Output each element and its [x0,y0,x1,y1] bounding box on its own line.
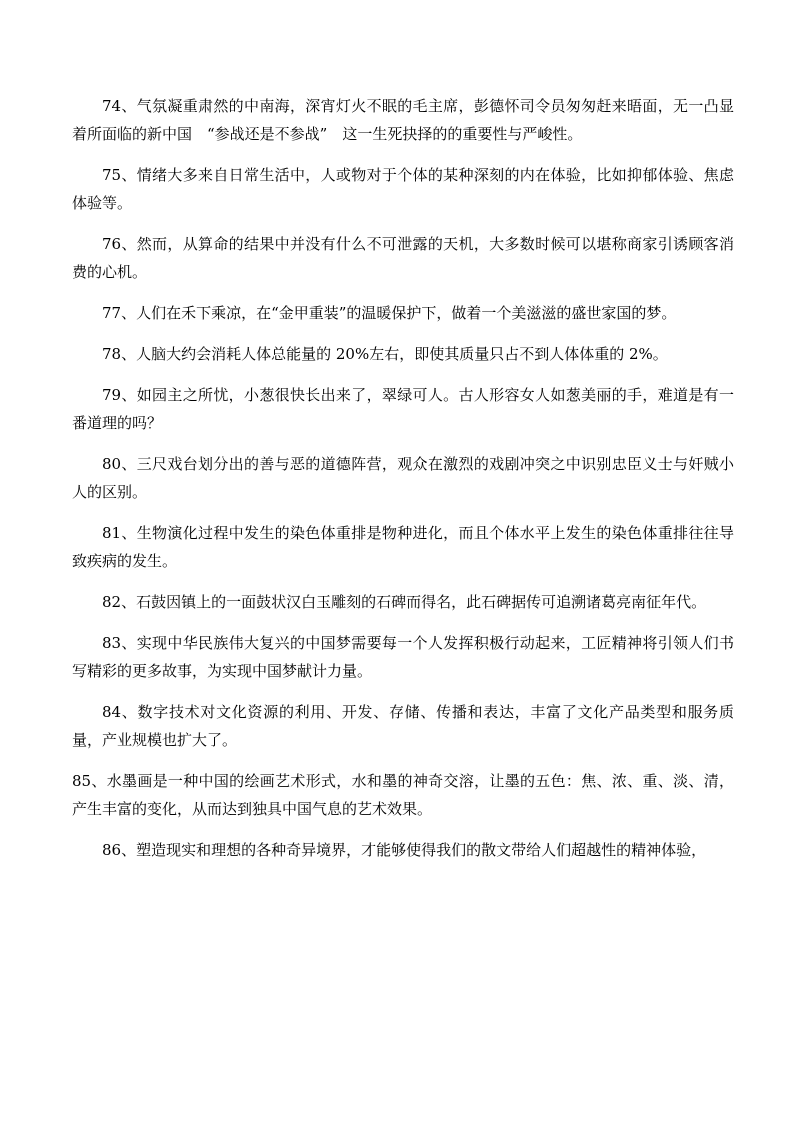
sentence-list [72,92,734,877]
sentence-item-82: 82、石鼓因镇上的一面鼓状汉白玉雕刻的石碑而得名，此石碑据传可追溯诸葛亮南征年代。 [102,593,707,611]
sentence-item-85: 85、水墨画是一种中国的绘画艺术形式，水和墨的神奇交溶，让墨的五色：焦、浓、重、淡、清，产生丰富的变化，从而达到独具中国气息的艺术效果。 [72,772,734,818]
sentence-item-77: 77、人们在禾下乘凉，在“金甲重装”的温暖保护下，做着一个美滋滋的盛世家国的梦。 [102,304,677,322]
sentence-item-81: 81、生物演化过程中发生的染色体重排是物种进化，而且个体水平上发生的染色体重排往往导致疾病的发生。 [72,524,734,570]
sentence-item-74: 74、气氛凝重肃然的中南海，深宵灯火不眠的毛主席，彭德怀司令员匆匆赶来晤面，无一凸显着所面临的新中国 “参战还是不参战” 这一生死抉择的的重要性与严峻性。 [72,97,734,143]
sentence-item-84: 84、数字技术对文化资源的利用、开发、存储、传播和表达，丰富了文化产品类型和服务质量，产业规模也扩大了。 [72,703,734,749]
sentence-item-78: 78、人脑大约会消耗人体总能量的 20%左右，即使其质量只占不到人体体重的 2%。 [102,345,668,363]
sentence-item-86: 86、塑造现实和理想的各种奇异境界，才能够使得我们的散文带给人们超越性的精神体验， [102,841,707,859]
sentence-item-80: 80、三尺戏台划分出的善与恶的道德阵营，观众在激烈的戏剧冲突之中识别忠臣义士与奸贼小人的区别。 [72,455,734,501]
sentence-item-75: 75、情绪大多来自日常生活中，人或物对于个体的某种深刻的内在体验，比如抑郁体验、焦虑体验等。 [72,166,734,212]
sentence-item-79: 79、如园主之所忧，小葱很快长出来了，翠绿可人。古人形容女人如葱美丽的手，难道是有一番道理的吗？ [72,386,734,432]
sentence-item-76: 76、然而，从算命的结果中并没有什么不可泄露的天机，大多数时候可以堪称商家引诱顾客消费的心机。 [72,235,734,281]
sentence-item-83: 83、实现中华民族伟大复兴的中国梦需要每一个人发挥积极行动起来，工匠精神将引领人们书写精彩的更多故事，为实现中国梦献计力量。 [72,634,734,680]
